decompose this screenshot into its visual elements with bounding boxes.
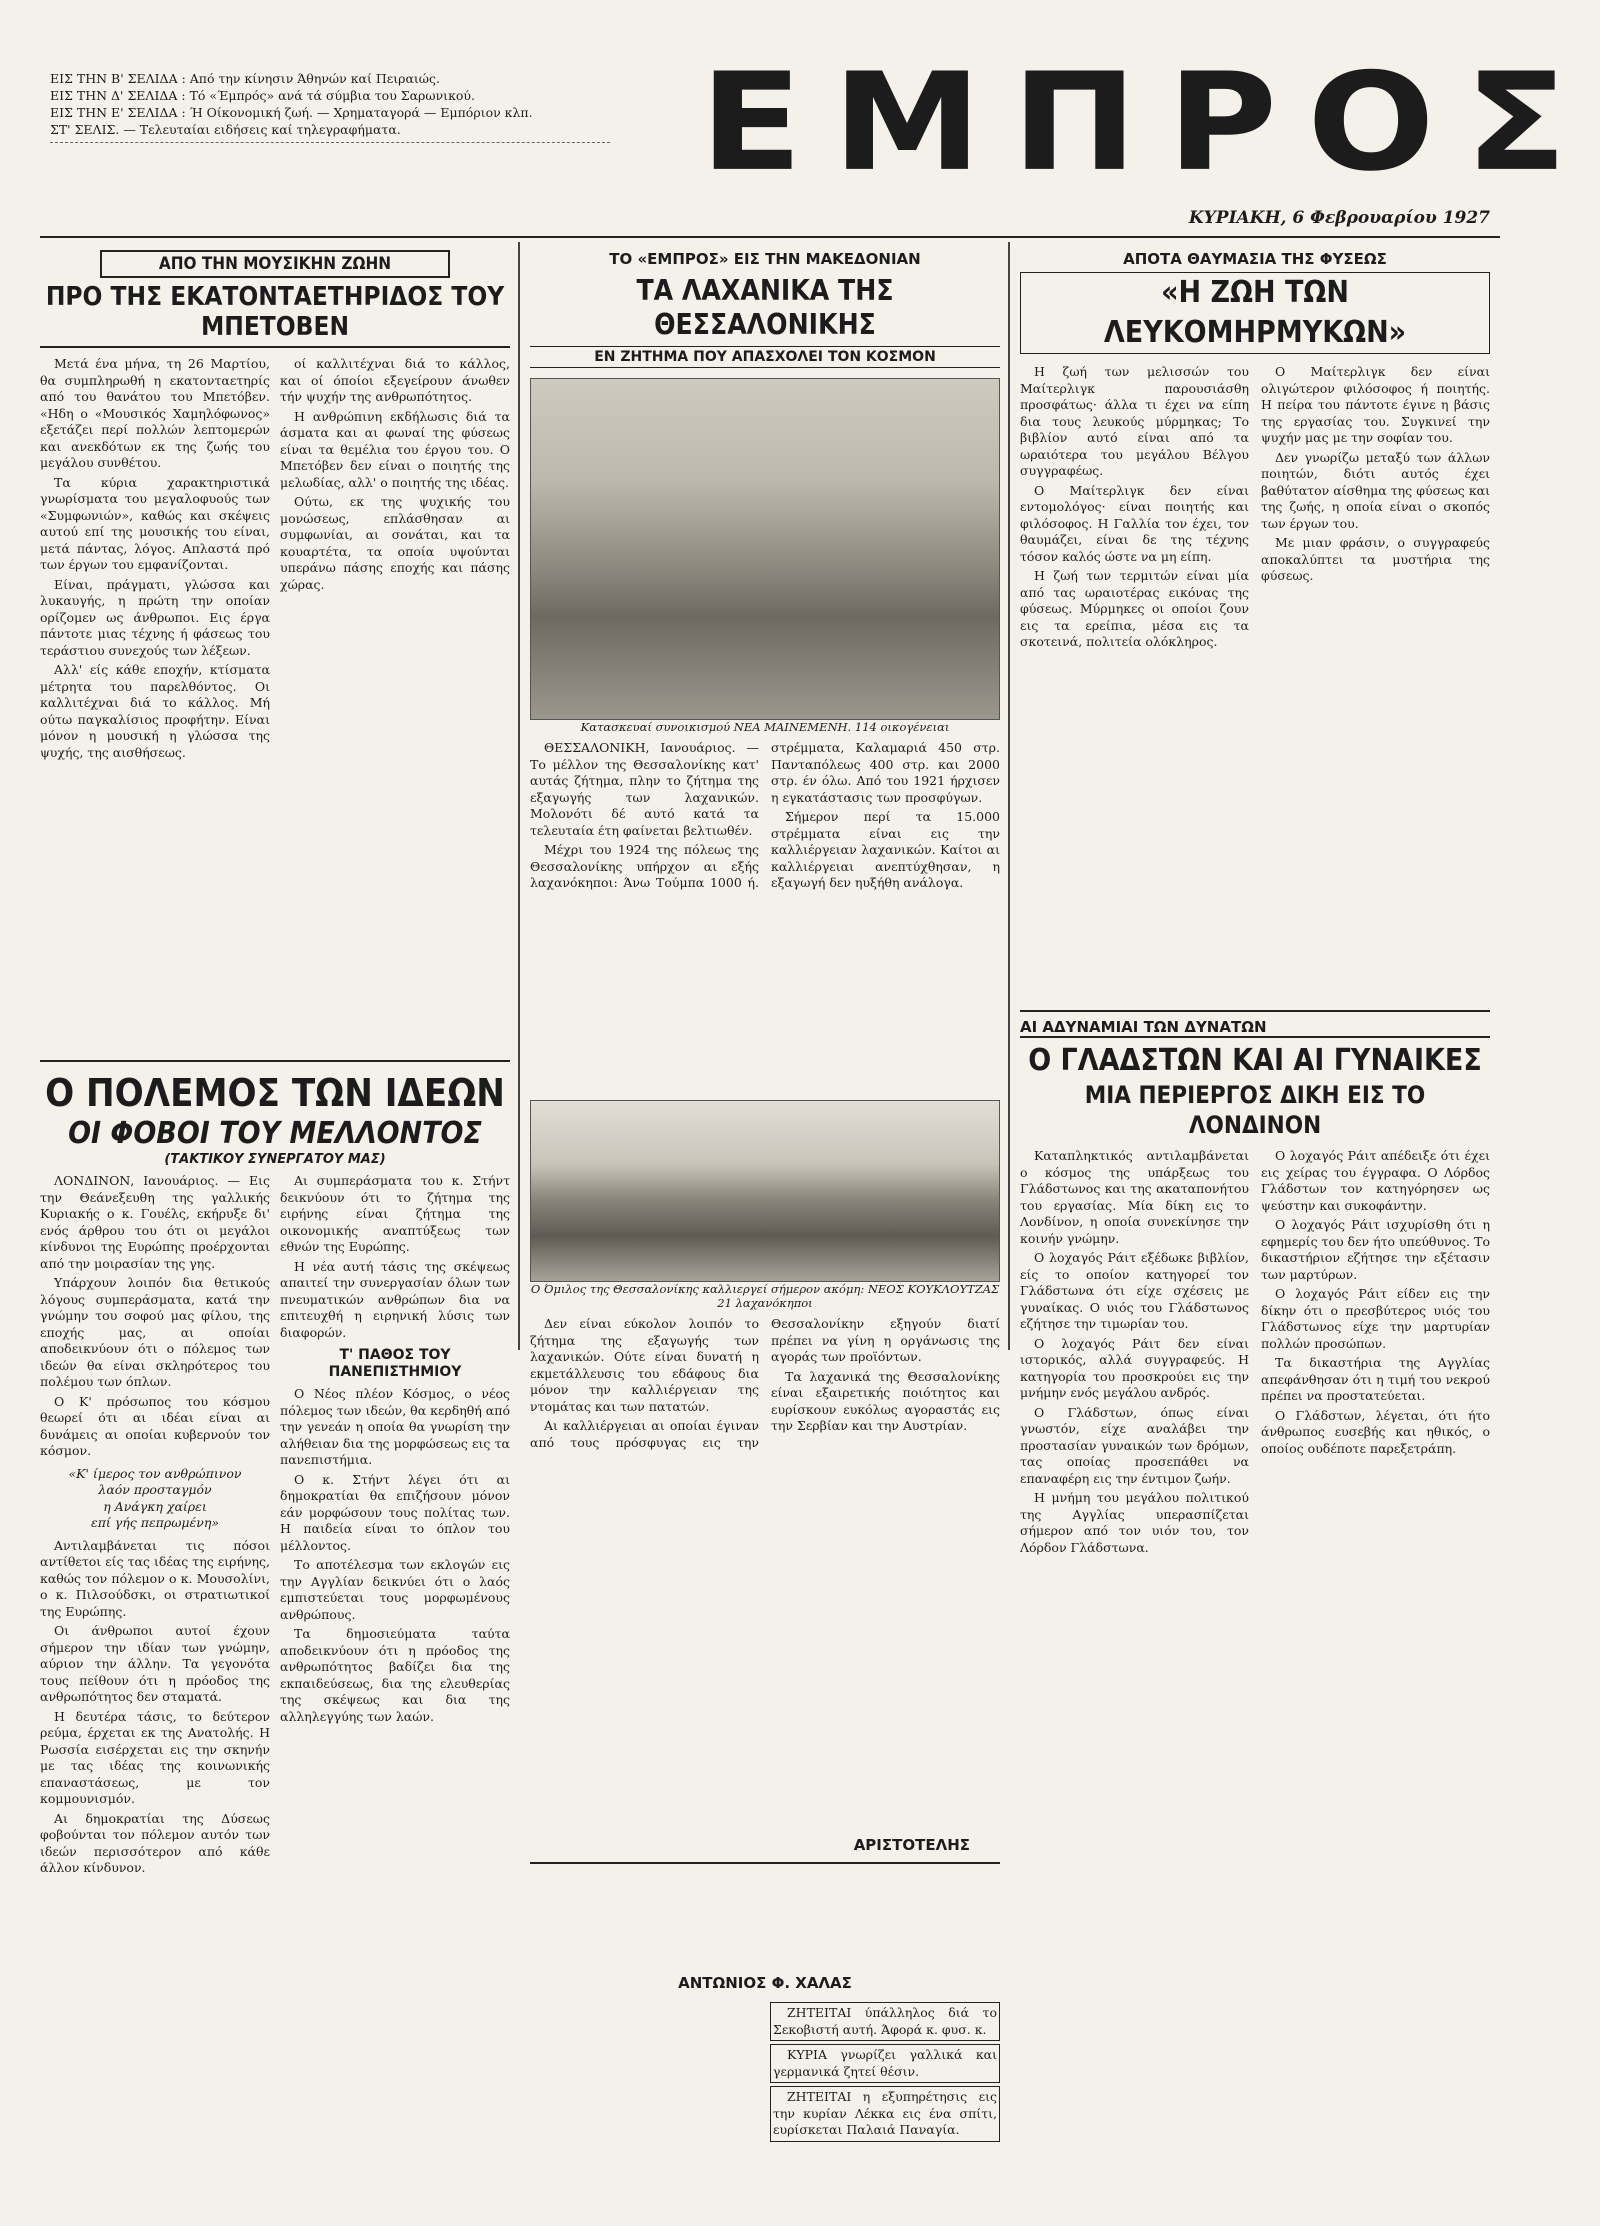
article-subhead: ΕΝ ΖΗΤΗΜΑ ΠΟΥ ΑΠΑΣΧΟΛΕΙ ΤΟΝ ΚΟΣΜΟΝ <box>530 346 1000 368</box>
paragraph: Ούτω, εκ της ψυχικής του μονώσεως, επλάσθησαν αι συμφωνίαι, αι σονάται, και τα κουαρτέτα, τα οποία υψούνται υπεράνω πάσης εποχής και πάσης χώρας. <box>280 494 510 592</box>
paragraph: ΘΕΣΣΑΛΟΝΙΚΗ, Ιανουάριος. — Το μέλλον της Θεσσαλονίκης κατ' αυτάς ζήτημα, πλην το ζήτημα της εξαγωγής των λαχανικών. Μολονότι δέ αυτό κατά τα τελευταία έτη φαίνεται βελτιωθέν. <box>530 740 759 838</box>
paragraph: Με μιαν φράσιν, ο συγγραφεύς αποκαλύπτει τα μυστήρια της φύσεως. <box>1261 535 1490 583</box>
verse-line: η Ανάγκη χαίρει <box>103 1498 207 1514</box>
photo-caption: Κατασκευαί συνοικισμού ΝΕΑ ΜΑΙΝΕΜΕΝΗ. 114 οικογένειαι <box>580 720 950 734</box>
article-headline: Ο ΓΛΑΔΣΤΩΝ ΚΑΙ ΑΙ ΓΥΝΑΙΚΕΣ <box>1028 1043 1482 1078</box>
section-kicker: ΑΙ ΑΔΥΝΑΜΙΑΙ ΤΩΝ ΔΥΝΑΤΩΝ <box>1020 1018 1490 1038</box>
article-body-continued <box>1261 364 1490 1104</box>
paragraph: Αι καλλιέργειαι αι οποίαι έγιναν από τους πρόσφυγας εις την Θεσσαλονίκην εξηγούν διατί πρέπει να γίνη η οργάνωσις της αγοράς των προϊόντων. <box>530 1316 1000 1450</box>
paragraph: Ο Μαίτερλιγκ δεν είναι ολιγώτερον φιλόσοφος ή ποιητής. Η πείρα του πάντοτε έγινε η βάσις της εργασίας του. Συγκινεί την ψυχήν μας με την σοφίαν του. <box>1261 364 1490 445</box>
article-body <box>40 1173 270 2188</box>
article-subhead: ΟΙ ΦΟΒΟΙ ΤΟΥ ΜΕΛΛΟΝΤΟΣ <box>68 1116 482 1151</box>
paragraph: Ο λοχαγός Ράιτ είδεν εις την δίκην ότι ο πρεσβύτερος υιός του Γλάδστωνος είχε την μαρτυρίαν πολλών προσώπων. <box>1261 1286 1490 1351</box>
contents-line: ΣΤ' ΣΕΛΙΣ. — Τελευταίαι ειδήσεις καί τηλεγραφήματα. <box>50 122 401 137</box>
paragraph: Η δευτέρα τάσις, το δεύτερον ρεύμα, έρχεται εκ της Ανατολής. Η Ρωσσία εισέρχεται εις την σκηνήν με τας ιδέας της κοινωνικής επαναστάσεως, με τον κομμουνισμόν. <box>40 1708 270 1806</box>
column-divider <box>1008 242 1010 1350</box>
paragraph: ΛΟΝΔΙΝΟΝ, Ιανουάριος. — Εις την Θεάνεξευθη της γαλλικής Κυριακής ο κ. Γουέλς, εκήρυξε δι' ενός άρθρου του ότι οι μεγάλοι κίνδυνοι της Ευρώπης προέρχονται από την μοιρασίαν της γης. <box>40 1173 270 1271</box>
newspaper-page <box>40 44 1598 2200</box>
article-subhead: ΜΙΑ ΠΕΡΙΕΡΓΟΣ ΔΙΚΗ ΕΙΣ ΤΟ ΛΟΝΔΙΝΟΝ <box>1084 1081 1426 1139</box>
gladstone-article <box>1020 1018 1490 2208</box>
section-kicker: ΤΟ «ΕΜΠΡΟΣ» ΕΙΣ ΤΗΝ ΜΑΚΕΔΟΝΙΑΝ <box>609 250 921 268</box>
paragraph: Ο Μαίτερλιγκ δεν είναι εντομολόγος· είναι ποιητής και φιλόσοφος. Η Γαλλία τον έχει, τον θαυμάζει, είναι δε της τέχνης τόσον καλός ώστε να μη είπη. <box>1020 482 1249 564</box>
verse-line: επί γής πεπρωμένη» <box>91 1515 219 1530</box>
paragraph: Αι συμπεράσματα του κ. Στήντ δεικνύουν ότι το ζήτημα της ειρήνης είναι ζήτημα της οικονομικής αναπτύξεως των εθνών της Ευρώπης. <box>280 1173 510 1254</box>
paragraph: Τα κύρια χαρακτηριστικά γνωρίσματα του μεγαλοφυούς των «Συμφωνιών», καθώς και σκέψεις αυτού επί της μουσικής του είναι, μετά πάντας, λόγος. Απλαστά πρό των έργων του εμφανίζονται. <box>40 474 270 572</box>
article-headline: ΤΑ ΛΑΧΑΝΙΚΑ ΤΗΣ ΘΕΣΣΑΛΟΝΙΚΗΣ <box>636 274 894 341</box>
article-body <box>530 740 1000 1040</box>
paragraph: Η ζωή των τερμιτών είναι μία από τας ωραιοτέρας εικόνας της φύσεως. Μύρμηκες οι οποίοι ζουν εις τα ερείπια, μέσα εις τα σκοτεινά, πολιτεία ολόκληρος. <box>1020 568 1249 649</box>
contents-line: ΕΙΣ ΤΗΝ Ε' ΣΕΛΙΔΑ : Ή Οίκονομική ζωή. — Χρηματαγορά — Εμπόριον κλπ. <box>50 105 533 120</box>
paragraph: Δεν είναι εύκολον λοιπόν το ζήτημα της εξαγωγής των λαχανικών. Ούτε είναι δυνατή η εκμετάλλευσις του εδάφους δια μόνον την καλλιέργειαν της ντομάτας και των πατατών. <box>530 1316 759 1414</box>
paragraph: Ο Γλάδστων, όπως είναι γνωστόν, είχε αναλάβει την προστασίαν γυναικών των δρόμων, τας οποίας προσεπάθει να επαναφέρη εις την έντιμον ζωήν. <box>1020 1404 1249 1486</box>
verse-line: «Κ' ίμερος τον ανθρώπινον <box>68 1465 242 1481</box>
paragraph: Αι δημοκρατίαι της Δύσεως φοβούνται τον πόλεμον αυτόν των ιδεών περισσότερον από κάθε άλλον κίνδυνον. <box>40 1810 270 1875</box>
masthead-title: ΕΜΠΡΟΣ <box>700 44 1598 202</box>
paragraph: Ο λοχαγός Ράιτ ισχυρίσθη ότι η εφημερίς του δεν ήτο υπεύθυνος. Το δικαστήριον εζήτησε την εξέτασιν των μαρτύρων. <box>1261 1217 1490 1282</box>
article-body <box>530 1316 1000 1836</box>
paragraph: Είναι, πράγματι, γλώσσα και λυκαυγής, η πρώτη την οποίαν ορίζομεν ως άνθρωποι. Εις έργα πάντοτε μιας τέχνης ή φάσεως του τεράστιου συνεχούς των λέξεων. <box>40 576 270 658</box>
thessaloniki-continued <box>530 1100 1000 2145</box>
section-rule <box>40 1060 510 1062</box>
paragraph: Μέχρι του 1924 της πόλεως της Θεσσαλονίκης υπήρχον αι εξής λαχανόκηποι: Άνω Τούμπα 1000 ή. στρέμματα, Καλαμαριά 450 στρ. Πανταπόλεως 400 στρ. και 2000 στρ. έν όλω. Από του 1921 ήρχισεν η εγκατάστασις των προσφύγων. <box>530 740 1000 890</box>
section-rule <box>530 1862 1000 1864</box>
section-rule <box>1020 1010 1490 1012</box>
paragraph: Ο Κ' πρόσωπος του κόσμου θεωρεί ότι αι ιδέαι είναι αι δυνάμεις αι οποίαι κυβερνούν τον κόσμον. <box>40 1393 270 1458</box>
contents-box <box>50 70 610 143</box>
article-body <box>1020 1148 1249 2208</box>
verse <box>40 1466 270 1532</box>
header-rule <box>40 236 1500 238</box>
article-body-continued <box>280 1173 510 2188</box>
photo-caption: Ο Όμιλος της Θεσσαλονίκης καλλιεργεί σήμερον ακόμη: ΝΕΟΣ ΚΟΥΚΛΟΥΤΖΑΣ 21 λαχανόκηποι <box>530 1282 1000 1310</box>
contents-line: ΕΙΣ ΤΗΝ Β' ΣΕΛΙΔΑ : Από την κίνησιν Άθηνών καί Πειραιώς. <box>50 71 440 86</box>
article-headline: ΠΡΟ ΤΗΣ ΕΚΑΤΟΝΤΑΕΤΗΡΙΔΟΣ ΤΟΥ ΜΠΕΤΟΒΕΝ <box>40 282 510 348</box>
paragraph: Ο κ. Στήντ λέγει ότι αι δημοκρατίαι θα επιζήσουν μόνον εάν μορφώσουν τους πολίτας των. Η παιδεία είναι το όπλον του μέλλοντος. <box>280 1471 510 1553</box>
paragraph: Ο λοχαγός Ράιτ εξέδωκε βιβλίον, είς το οποίον κατηγορεί τον Γλάδστωνα ότι είχε σχέσεις με γυναίκας. Ο υιός του Γλάδστωνος εζήτησε την τιμωρίαν του. <box>1020 1250 1249 1331</box>
paragraph: Η μνήμη του μεγάλου πολιτικού της Αγγλίας υπερασπίζεται σήμερον από τον υιόν του, τον Λόρδον Γλάδστωνα. <box>1020 1490 1249 1555</box>
signature: ΑΝΤΩΝΙΟΣ Φ. ΧΑΛΑΣ <box>678 1974 852 1992</box>
paragraph: Τα λαχανικά της Θεσσαλονίκης είναι εξαιρετικής ποιότητος και ευρίσκουν ευκόλως αγοραστάς εις την Σερβίαν και την Αυστρίαν. <box>771 1368 1000 1433</box>
paragraph: οί καλλιτέχναι διά το κάλλος, και οί όποίοι εξεγείρουν άνωθεν τήν ψυχήν της ανθρωπότητος. <box>280 356 510 404</box>
dateline: ΚΥΡΙΑΚΗ, 6 Φεβρουαρίου 1927 <box>1188 208 1490 228</box>
paragraph: Οι άνθρωποι αυτοί έχουν σήμερον την ιδίαν των γνώμην, αύριον την άλλην. Τα γεγονότα τους πείθουν ότι η πρόοδος της ανθρωπότητος δεν σταματά. <box>40 1623 270 1704</box>
paragraph: Η νέα αυτή τάσις της σκέψεως απαιτεί την συνεργασίαν όλων των πνευματικών ανθρώπων δια να επιτευχθή η ειρηνική λύσις των διαφορών. <box>280 1258 510 1340</box>
field-photo <box>530 378 1000 720</box>
paragraph: Ο Νέος πλέον Κόσμος, ο νέος πόλεμος των ιδεών, θα κερδηθή από την γενεάν η οποία θα γνωρίση την αλήθειαν δια της μορφώσεως εις τα πανεπιστήμια. <box>280 1386 510 1467</box>
article-body-continued <box>280 356 510 1126</box>
article-headline: «Η ΖΩΗ ΤΩΝ ΛΕΥΚΟΜΗΡΜΥΚΩΝ» <box>1020 272 1490 354</box>
classifieds <box>770 2002 1000 2145</box>
article-body <box>1020 364 1249 1104</box>
contents-line: ΕΙΣ ΤΗΝ Δ' ΣΕΛΙΔΑ : Τό «Έμπρός» ανά τά σύμβια του Σαρωνικού. <box>50 88 475 103</box>
classified-ad: ΚΥΡΙΑ γνωρίζει γαλλικά και γερμανικά ζητεί θέσιν. <box>770 2044 1000 2083</box>
paragraph: Αντιλαμβάνεται τις πόσοι αντίθετοι είς τας ιδέας της ειρήνης, καθώς τον πόλεμον ο κ. Μουσολίνι, ο κ. Πιλσούδσκι, οι στρατιωτικοί της Ευρώπης. <box>40 1537 270 1619</box>
section-kicker: ΑΠΟΤΑ ΘΑΥΜΑΣΙΑ ΤΗΣ ΦΥΣΕΩΣ <box>1123 250 1387 268</box>
paragraph: Ο Γλάδστων, λέγεται, ότι ήτο άνθρωπος ευσεβής και ηθικός, ο οποίος ουδέποτε παρεξετράπη. <box>1261 1407 1490 1456</box>
beethoven-article <box>40 250 510 1126</box>
article-headline: Ο ΠΟΛΕΜΟΣ ΤΩΝ ΙΔΕΩΝ <box>45 1071 505 1115</box>
paragraph: Ο λοχαγός Ράιτ δεν είναι ιστορικός, αλλά συγγραφεύς. Η κατηγορία του προσκρούει εις την μνήμην ενός μεγάλου ανδρός. <box>1020 1335 1249 1400</box>
paragraph: Η ζωή των μελισσών του Μαίτερλιγκ παρουσιάσθη προσφάτως· άλλα τι έχει να είπη δια τους λευκούς μύρμηκας; Το βιβλίον αυτό είναι από τα ωραιότερα του μεγάλου Βέλγου συγγραφέως. <box>1020 364 1249 478</box>
paragraph: Καταπληκτικός αντιλαμβάνεται ο κόσμος της υπάρξεως του Γλάδστωνος και της ακαταπονήτου του εργασίας. Μία δίκη εις το Λονδίνον, η οποία συνεκίνησε την κοινήν γνώμην. <box>1020 1148 1249 1246</box>
paragraph: Σήμερον περί τα 15.000 στρέμματα είναι εις την καλλιέργειαν λαχανικών. Καίτοι αι καλλιέργειαι ανεπτύχθησαν, η εξαγωγή δεν ηυξήθη ανάλογα. <box>771 809 1000 890</box>
paragraph: Μετά ένα μήνα, τη 26 Μαρτίου, θα συμπληρωθή η εκατονταετηρίς από του θανάτου του Μπετόβεν. «Ηδη ο «Μουσικός Χαμηλόφωνος» εξετάζει περί πολλών λεπτομερών και ανεκδότων εκ της ζωής του μεγάλου συνθέτου. <box>40 356 270 470</box>
termites-article <box>1020 250 1490 1104</box>
thessaloniki-article <box>530 250 1000 1040</box>
paragraph: Τα δημοσιεύματα ταύτα αποδεικνύουν ότι η πρόοδος της ανθρωπότητος βαδίζει δια της εκπαιδεύσεως, δια της ελευθερίας της σκέψεως και δια της αλληλεγγύης των λαών. <box>280 1626 510 1724</box>
classified-ad: ΖΗΤΕΙΤΑΙ ύπάλληλος διά το Σεκοβιστή αυτή. Άφορά κ. φυσ. κ. <box>770 2002 1000 2041</box>
article-body <box>40 356 270 1126</box>
article-body-continued <box>1261 1148 1490 2208</box>
section-subheading: Τ' ΠΑΘΟΣ ΤΟΥ ΠΑΝΕΠΙΣΤΗΜΙΟΥ <box>328 1347 462 1380</box>
paragraph: Η ανθρώπινη εκδήλωσις διά τα άσματα και αι φωναί της φύσεως είναι τα θεμέλια του έργου του. Ο Μπετόβεν δεν είναι ο ποιητής της μελωδίας, αλλ' ο ποιητής της ιδέας. <box>280 408 510 490</box>
paragraph: Αλλ' είς κάθε εποχήν, κτίσματα μέτρητα του παρελθόντος. Οι καλλιτέχναι διά το κάλλος. Μή ούτω παγκαλίσιος προφήτην. Είναι μόνον η μουσική η γλώσσα της ψυχής, της αισθήσεως. <box>40 662 270 760</box>
masthead <box>700 44 1598 202</box>
column-divider <box>518 242 520 1350</box>
paragraph: Το αποτέλεσμα των εκλογών εις την Αγγλίαν δεικνύει ότι ο λαός εμπιστεύεται τους μορφωμένους ανθρώπους. <box>280 1557 510 1622</box>
section-kicker: ΑΠΟ ΤΗΝ ΜΟΥΣΙΚΗΝ ΖΩΗΝ <box>100 250 450 278</box>
paragraph: Ο λοχαγός Ράιτ απέδειξε ότι έχει εις χείρας του έγγραφα. Ο Λόρδος Γλάδστων τον κατηγόρησεν ως ψεύστην και συκοφάντην. <box>1261 1148 1490 1213</box>
ideas-article <box>40 1070 510 2188</box>
paragraph: Δεν γνωρίζω μεταξύ των άλλων ποιητών, διότι αυτός έχει βαθύτατον αίσθημα της φύσεως και της ζωής, η οποία είναι ο σκοπός των έργων του. <box>1261 449 1490 531</box>
signature: ΑΡΙΣΤΟΤΕΛΗΣ <box>853 1836 970 1854</box>
paragraph: Τα δικαστήρια της Αγγλίας απεφάνθησαν ότι η τιμή του νεκρού πρέπει να προστατεύεται. <box>1261 1355 1490 1403</box>
village-photo <box>530 1100 1000 1282</box>
classified-ad: ΖΗΤΕΙΤΑΙ η εξυπηρέτησις εις την κυρίαν Λέκκα εις ένα σπίτι, ευρίσκεται Παλαιά Παναγία. <box>770 2086 1000 2142</box>
byline: (ΤΑΚΤΙΚΟΥ ΣΥΝΕΡΓΑΤΟΥ ΜΑΣ) <box>164 1152 386 1167</box>
verse-line: λαόν προσταγμόν <box>98 1482 212 1497</box>
paragraph: Υπάρχουν λοιπόν δια θετικούς λόγους συμπεράσματα, κατά την γνώμην του σοφού μας φίλου, της εποχής μας, αι οποίαι αποδεικνύουν ότι ο πόλεμος των ιδεών θα είναι σκληρότερος του πολέμου των όπλων. <box>40 1275 270 1389</box>
